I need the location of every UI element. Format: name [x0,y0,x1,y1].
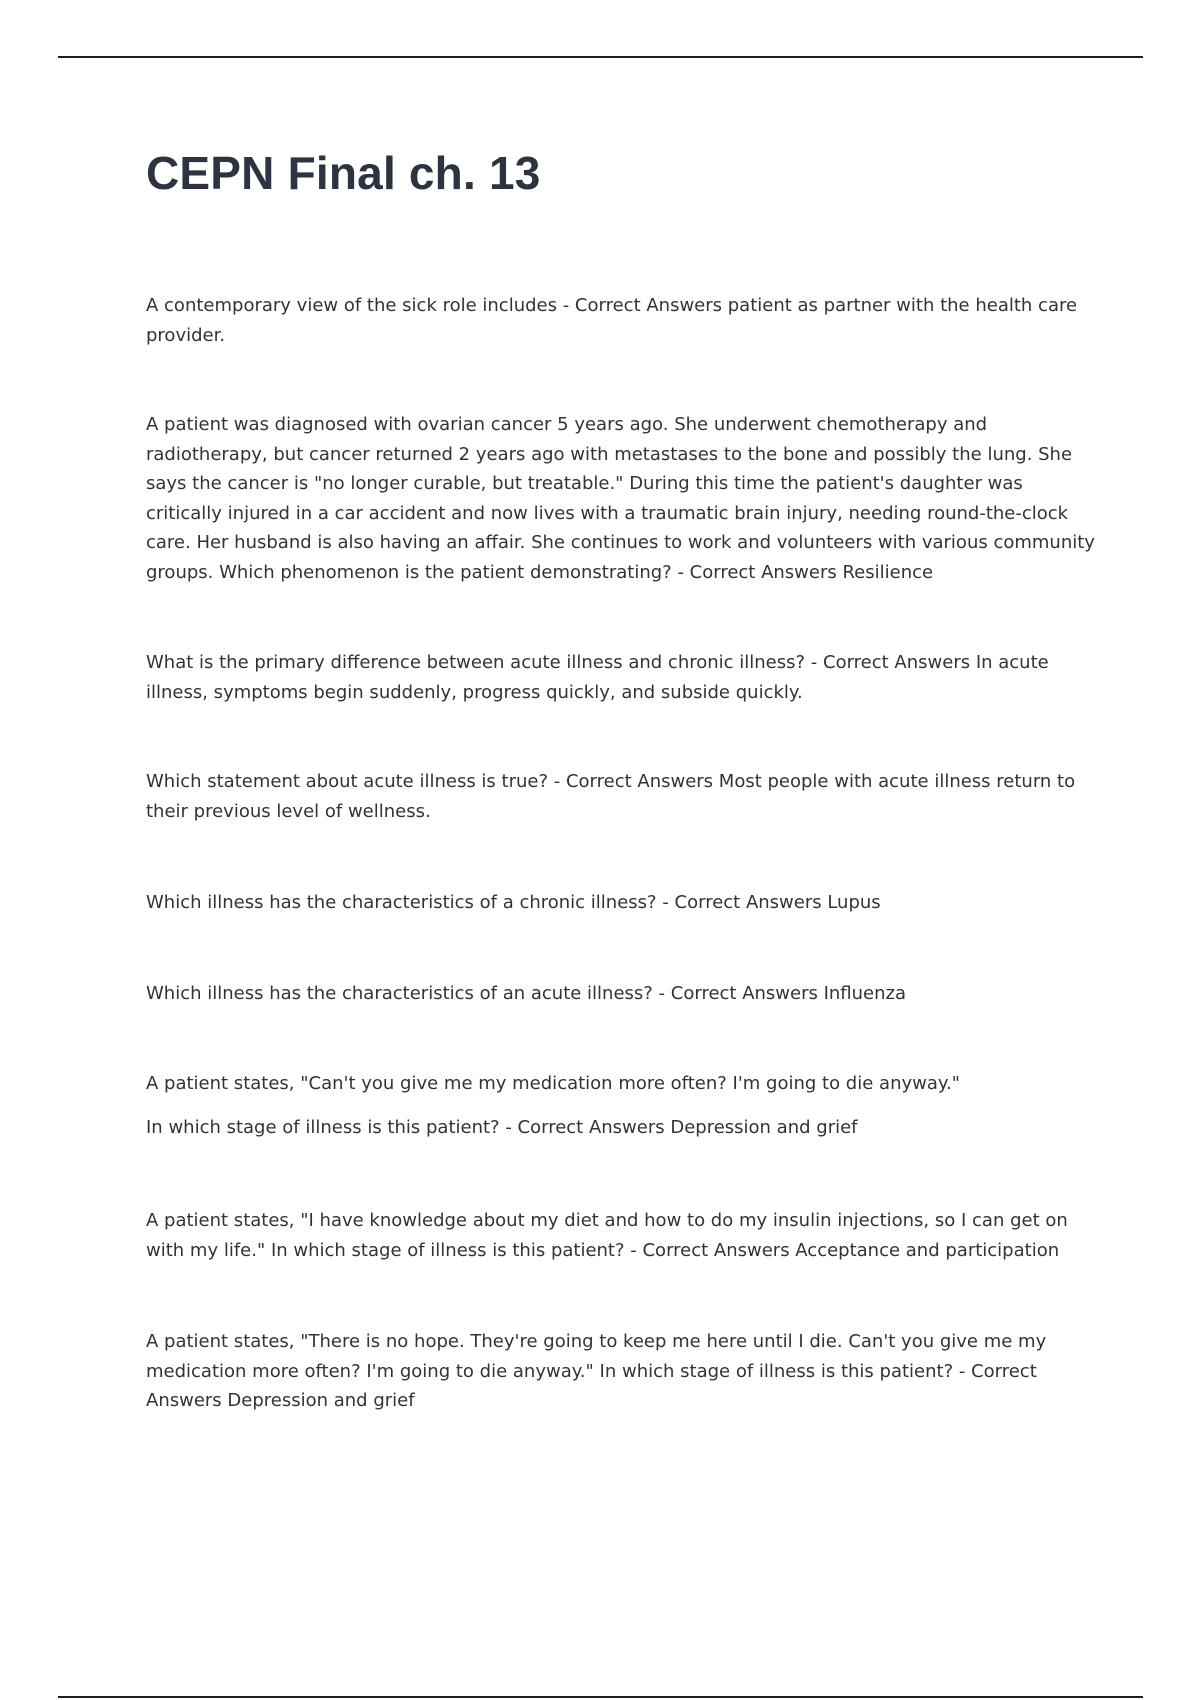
qa-text: A patient states, "I have knowledge about my diet and how to do my insulin injections, so I can get on with my life." In which stage of illness is this patient? - Correct Answers Acceptance and participation [146,1210,1068,1261]
qa-item [146,410,1096,587]
qa-text: What is the primary difference between acute illness and chronic illness? - Correct Answers In acute illness, symptoms begin suddenly, progress quickly, and subside quickly. [146,652,1049,703]
qa-text: A contemporary view of the sick role includes - Correct Answers patient as partner with the health care provider. [146,295,1078,346]
qa-item [146,979,1096,1009]
page-title: CEPN Final ch. 13 [146,147,541,199]
qa-text: Which illness has the characteristics of an acute illness? - Correct Answers Influenza [146,983,907,1004]
qa-item [146,648,1096,707]
qa-item [146,1206,1096,1265]
qa-text: A patient states, "There is no hope. They're going to keep me here until I die. Can't you give me my medication more often? I'm going to die anyway." In which stage of illness is this patient? - Correct Answers Depression and grief [146,1331,1047,1411]
qa-item [146,1327,1096,1416]
bottom-rule [58,1696,1143,1698]
qa-text: A patient was diagnosed with ovarian cancer 5 years ago. She underwent chemotherapy and radiotherapy, but cancer returned 2 years ago with metastases to the bone and possibly the lung. She says the cancer is "no longer curable, but treatable." During this time the patient's daughter was critically injured in a car accident and now lives with a traumatic brain injury, needing round-the-clock care. Her husband is also having an affair. She continues to work and volunteers with various community groups. Which phenomenon is the patient demonstrating? - Correct Answers Resilience [146,414,1095,583]
qa-text: Which statement about acute illness is true? - Correct Answers Most people with acute illness return to their previous level of wellness. [146,771,1076,822]
qa-item [146,767,1096,826]
qa-item [146,291,1096,350]
qa-item [146,1069,1096,1142]
qa-text: Which illness has the characteristics of a chronic illness? - Correct Answers Lupus [146,892,881,913]
qa-text: A patient states, "Can't you give me my medication more often? I'm going to die anyway." [146,1073,960,1094]
qa-text: In which stage of illness is this patient? - Correct Answers Depression and grief [146,1116,858,1138]
top-rule [58,56,1143,58]
qa-item [146,888,1096,918]
